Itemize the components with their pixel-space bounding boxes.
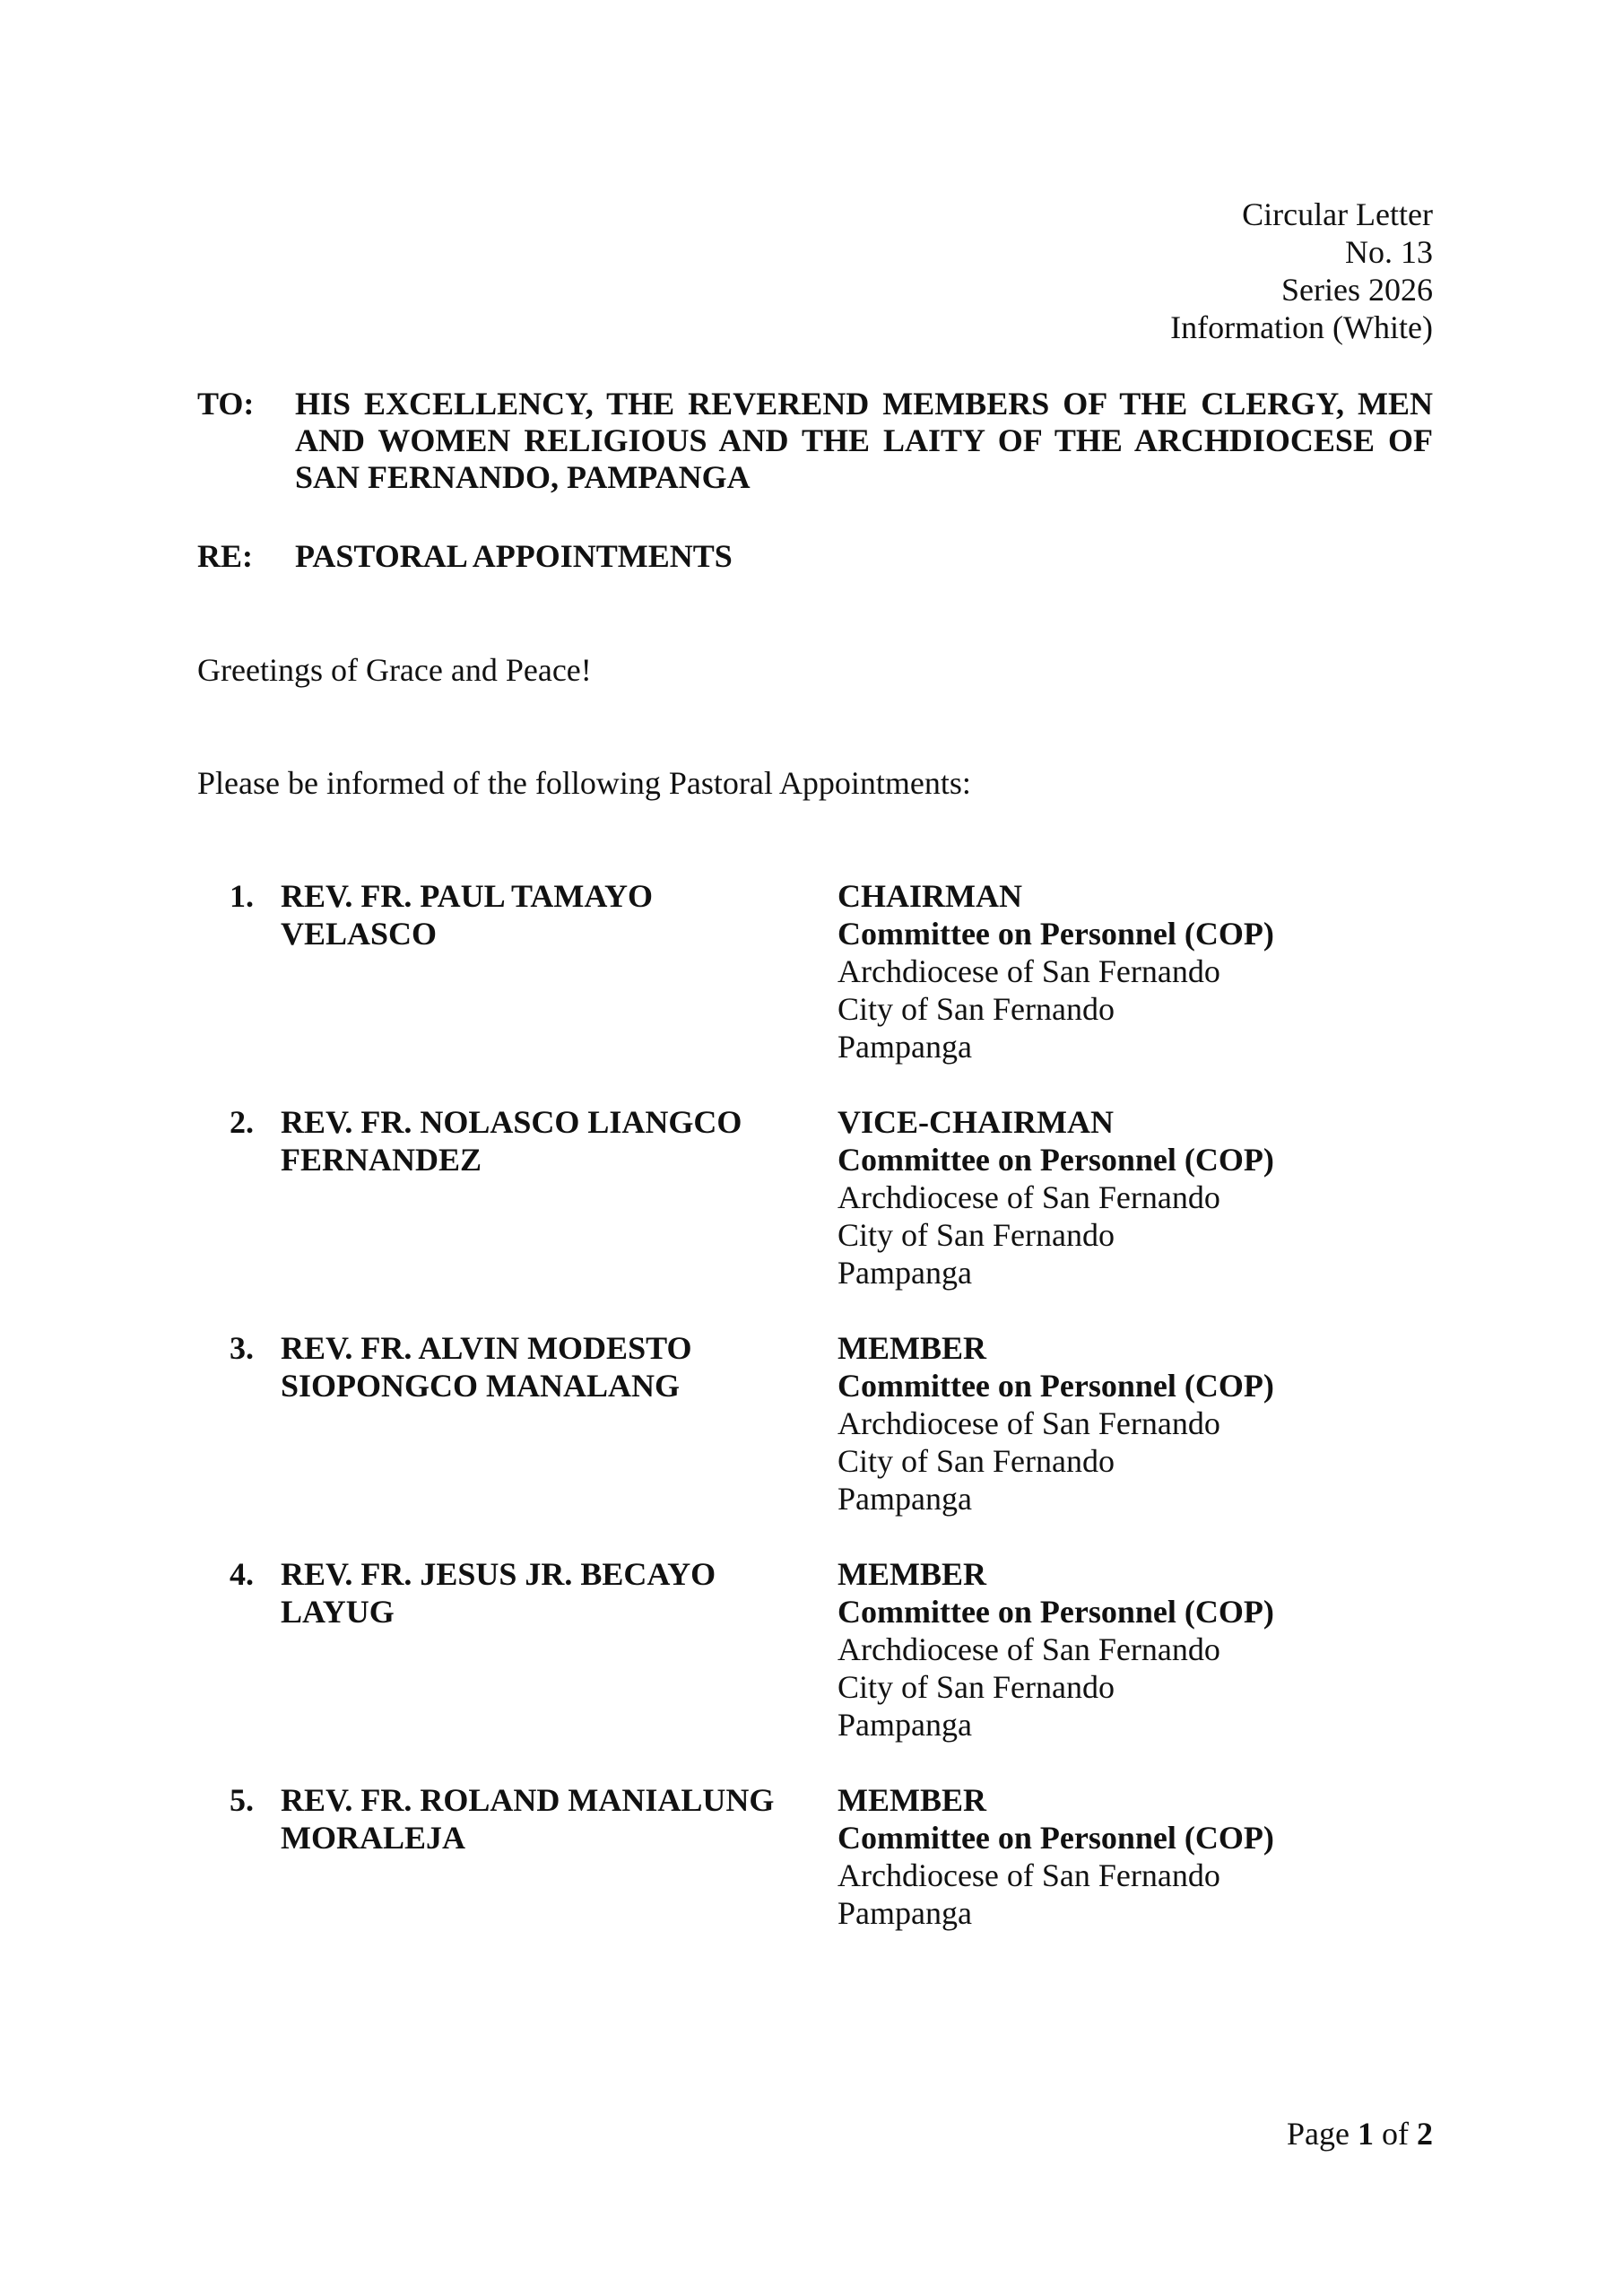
committee: Committee on Personnel (COP) [838,916,1274,952]
address-line: Pampanga [838,1255,972,1291]
appointment-role [838,1103,1274,1292]
appointment-item [230,1103,1395,1329]
appointee-name-line1: REV. FR. PAUL TAMAYO [281,878,654,914]
of-label: of [1382,2116,1409,2152]
committee: Committee on Personnel (COP) [838,1368,1274,1404]
address-line: Archdiocese of San Fernando [838,1405,1220,1441]
current-page: 1 [1358,2116,1374,2152]
doc-type: Circular Letter [1242,196,1433,232]
appointment-role [838,1329,1274,1518]
appointee-name [281,1103,783,1178]
appointee-name-line2: VELASCO [281,916,438,952]
total-pages: 2 [1417,2116,1433,2152]
appointee-name-line1: REV. FR. NOLASCO LIANGCO [281,1104,742,1140]
re-label: RE: [197,538,253,574]
appointee-name [281,1329,783,1405]
position: CHAIRMAN [838,878,1022,914]
to-label: TO: [197,386,255,422]
address-line: City of San Fernando [838,991,1115,1027]
position: MEMBER [838,1330,986,1366]
address-line: Archdiocese of San Fernando [838,1631,1220,1667]
address-line: Pampanga [838,1707,972,1743]
committee: Committee on Personnel (COP) [838,1142,1274,1178]
re-subject: PASTORAL APPOINTMENTS [295,538,733,574]
address-line: City of San Fernando [838,1217,1115,1253]
appointment-number: 2. [230,1104,254,1140]
position: VICE-CHAIRMAN [838,1104,1114,1140]
appointee-name-line2: FERNANDEZ [281,1142,482,1178]
address-line: City of San Fernando [838,1443,1115,1479]
appointment-role [838,877,1274,1065]
address-line: Archdiocese of San Fernando [838,953,1220,989]
appointment-number: 4. [230,1556,254,1592]
address-line: Archdiocese of San Fernando [838,1179,1220,1215]
appointee-name-line1: REV. FR. ROLAND MANIALUNG [281,1782,775,1818]
appointee-name-line1: REV. FR. JESUS JR. BECAYO [281,1556,716,1592]
greeting: Greetings of Grace and Peace! [197,652,592,688]
address-line: Pampanga [838,1481,972,1517]
appointee-name-line2: SIOPONGCO MANALANG [281,1368,681,1404]
committee: Committee on Personnel (COP) [838,1594,1274,1630]
appointment-item [230,1329,1395,1555]
appointment-item [230,1781,1395,1961]
classification: Information (White) [1170,309,1433,345]
circular-number: No. 13 [1345,234,1433,270]
page-prefix: Page [1287,2116,1350,2152]
appointee-name [281,1555,783,1631]
appointment-number: 1. [230,878,254,914]
series: Series 2026 [1281,272,1433,308]
re-section [197,538,1433,575]
position: MEMBER [838,1556,986,1592]
page-number [1287,2115,1433,2152]
address-line: Pampanga [838,1029,972,1065]
address-line: Pampanga [838,1895,972,1931]
committee: Committee on Personnel (COP) [838,1820,1274,1856]
to-recipients: HIS EXCELLENCY, THE REVEREND MEMBERS OF THE CLERGY, MEN AND WOMEN RELIGIOUS AND THE LAITY OF THE ARCHDIOCESE OF SAN FERNANDO, PAMPANGA [295,386,1433,495]
position: MEMBER [838,1782,986,1818]
to-section [197,386,1433,496]
appointee-name-line1: REV. FR. ALVIN MODESTO [281,1330,692,1366]
intro-text: Please be informed of the following Pastoral Appointments: [197,765,971,801]
appointments-list [230,877,1395,1961]
appointee-name-line2: MORALEJA [281,1820,465,1856]
appointment-item [230,877,1395,1103]
appointee-name [281,1781,783,1857]
appointee-name-line2: LAYUG [281,1594,395,1630]
appointment-item [230,1555,1395,1781]
circular-header [1170,196,1433,346]
appointment-role [838,1555,1274,1744]
appointment-role [838,1781,1274,1932]
address-line: City of San Fernando [838,1669,1115,1705]
appointment-number: 5. [230,1782,254,1818]
appointment-number: 3. [230,1330,254,1366]
appointee-name [281,877,783,952]
address-line: Archdiocese of San Fernando [838,1857,1220,1893]
